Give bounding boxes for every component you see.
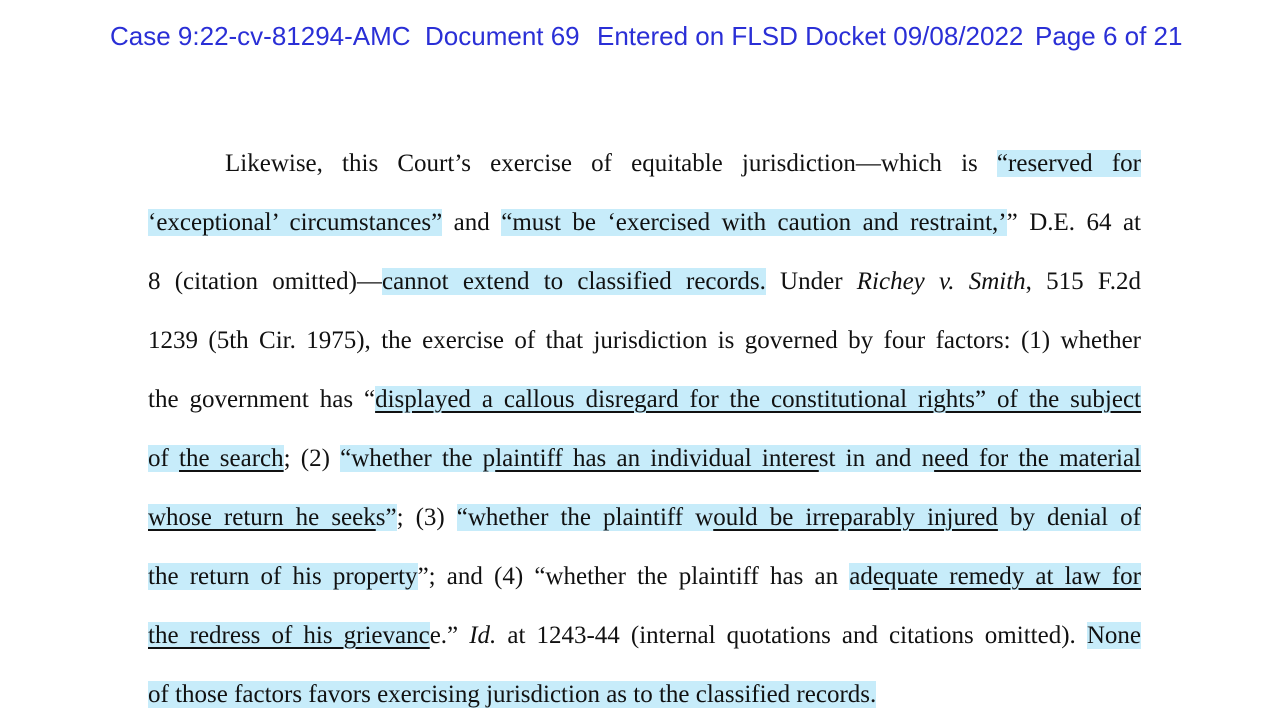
highlighted-text: the search — [179, 445, 284, 472]
paragraph-line — [148, 559, 1141, 595]
highlighted-text: whose return he seek — [148, 504, 376, 531]
text-segment: Likewise, this Court’s exercise of equitable jurisdiction—which is — [225, 150, 997, 177]
text-segment: ; (2) — [283, 445, 341, 472]
header-page-number: Page 6 of 21 — [1035, 21, 1183, 51]
paragraph-line — [148, 264, 1141, 300]
header-docket-entry: Entered on FLSD Docket 09/08/2022 — [597, 21, 1024, 51]
paragraph-line — [148, 677, 876, 713]
paragraph-line — [148, 441, 1141, 477]
text-segment: 8 (citation omitted)— — [148, 268, 382, 295]
text-segment: e.” — [429, 622, 470, 649]
paragraph-line — [148, 323, 1141, 359]
highlighted-text: None — [1086, 622, 1141, 649]
highlighted-text: ad — [849, 563, 873, 590]
highlighted-text: ‘exceptional’ circumstances” — [148, 209, 443, 236]
text-segment: Richey v. Smith — [856, 268, 1026, 295]
highlighted-text: the return of his property — [148, 563, 418, 590]
highlighted-text: of — [148, 445, 180, 472]
header-case-number: Case 9:22-cv-81294-AMC — [110, 21, 411, 51]
highlighted-text: “whether the p — [340, 445, 496, 472]
highlighted-text: by denial of — [997, 504, 1141, 531]
highlighted-text: eed for the material — [934, 445, 1141, 472]
text-segment: 1239 (5th Cir. 1975), the exercise of that jurisdiction is governed by four factors: (1) whether — [148, 327, 1141, 354]
highlighted-text: st in and n — [818, 445, 935, 472]
court-header — [110, 18, 1190, 54]
text-segment: ”; and (4) “whether the plaintiff has an — [417, 563, 850, 590]
highlighted-text: equate remedy at law for — [872, 563, 1141, 590]
highlighted-text: “reserved for — [996, 150, 1141, 177]
text-segment: Id. — [469, 622, 497, 649]
text-segment: , 515 F.2d — [1025, 268, 1142, 295]
paragraph-line — [148, 382, 1141, 418]
highlighted-text: s” — [375, 504, 397, 531]
text-segment: ” D.E. 64 at — [1006, 209, 1141, 236]
paragraph-line — [148, 500, 1141, 536]
highlighted-text: the redress of his grievanc — [148, 622, 430, 649]
header-document-number: Document 69 — [425, 21, 580, 51]
highlighted-text: “must be ‘exercised with caution and restraint,’ — [501, 209, 1007, 236]
paragraph-line — [148, 205, 1141, 241]
highlighted-text: of those factors favors exercising jurisdiction as to the classified records. — [148, 681, 877, 708]
highlighted-text: displayed a callous disregard for the constitutional rights” of the subject — [375, 386, 1141, 413]
text-segment: the government has “ — [148, 386, 376, 413]
highlighted-text: laintiff has an individual intere — [495, 445, 819, 472]
text-segment: ; (3) — [396, 504, 457, 531]
highlighted-text: “whether the plaintiff w — [456, 504, 714, 531]
text-segment: and — [442, 209, 502, 236]
text-segment: Under — [765, 268, 857, 295]
highlighted-text: ould be irreparably injured — [713, 504, 998, 531]
paragraph-line — [225, 146, 1141, 182]
paragraph-line — [148, 618, 1141, 654]
text-segment: at 1243-44 (internal quotations and citations omitted). — [496, 622, 1087, 649]
highlighted-text: cannot extend to classified records. — [381, 268, 766, 295]
